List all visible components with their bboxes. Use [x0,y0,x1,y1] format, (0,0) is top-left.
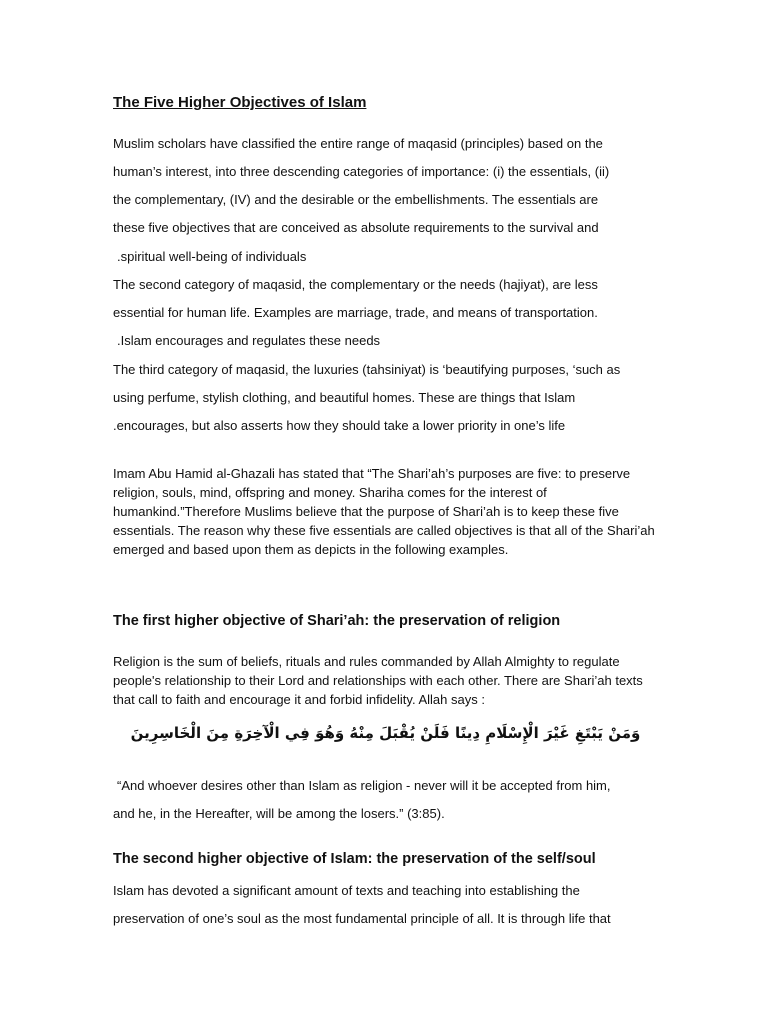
intro-line: The second category of maqasid, the complementary or the needs (hajiyat), are less [113,277,598,292]
translation-line: “And whoever desires other than Islam as religion - never will it be accepted from him, [117,778,611,793]
intro-line: .spiritual well-being of individuals [117,249,307,264]
section1-paragraph: Religion is the sum of beliefs, rituals and rules commanded by Allah Almighty to regulate people's relationship to their Lord and relationships with each other. There are Shari’ah texts that call to faith and encourage it and forbid infidelity. Allah says : [113,654,643,707]
section1-heading: The first higher objective of Shari’ah: the preservation of religion [113,613,561,629]
intro-line: human’s interest, into three descending categories of importance: (i) the essentials, (ii) [113,164,610,179]
intro-line: The third category of maqasid, the luxuries (tahsiniyat) is ‘beautifying purposes, ‘such as [113,362,621,377]
section2-line: preservation of one’s soul as the most fundamental principle of all. It is through life that [113,911,611,926]
arabic-verse: وَمَنْ يَبْتَغِ غَيْرَ الْإِسْلَامِ دِينًا فَلَنْ يُقْبَلَ مِنْهُ وَهُوَ فِي الْآخِرَةِ مِنَ الْخَاسِرِينَ [130,724,641,742]
ghazali-paragraph: Imam Abu Hamid al-Ghazali has stated that “The Shari’ah’s purposes are five: to preserve religion, souls, mind, offspring and money. Shariha comes for the interest of humankind.”Therefore Muslims believe that the purpose of Shari’ah is to keep these five essentials. The reason why these five essentials are called objectives is that all of the Shari’ah emerged and based upon them as depicts in the following examples. [113,466,655,557]
section2-line: Islam has devoted a significant amount of texts and teaching into establishing the [113,883,580,898]
section2-heading: The second higher objective of Islam: the preservation of the self/soul [113,851,596,867]
intro-line: .encourages, but also asserts how they should take a lower priority in one’s life [113,418,566,433]
intro-line: using perfume, stylish clothing, and beautiful homes. These are things that Islam [113,390,576,405]
intro-line: these five objectives that are conceived as absolute requirements to the survival and [113,220,599,235]
intro-line: Muslim scholars have classified the entire range of maqasid (principles) based on the [113,136,603,151]
translation-line: and he, in the Hereafter, will be among the losers.” (3:85). [113,806,445,821]
intro-line: the complementary, (IV) and the desirable or the embellishments. The essentials are [113,192,599,207]
intro-line: essential for human life. Examples are marriage, trade, and means of transportation. [113,305,598,320]
document-title: The Five Higher Objectives of Islam [113,94,367,111]
intro-line: .Islam encourages and regulates these needs [117,333,381,348]
